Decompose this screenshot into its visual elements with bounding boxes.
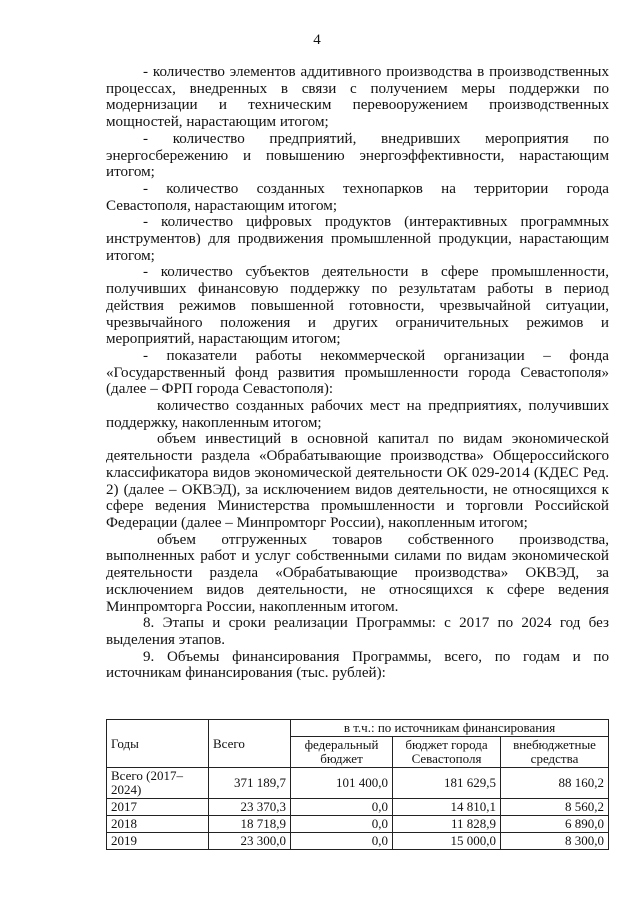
document-body	[106, 64, 609, 682]
cell-federal: 0,0	[291, 799, 393, 816]
table-row	[107, 768, 609, 799]
cell-total: 23 370,3	[209, 799, 291, 816]
header-total: Всего	[209, 720, 291, 768]
cell-year: 2017	[107, 799, 209, 816]
header-city: бюджет города Севастополя	[393, 737, 501, 768]
cell-year: 2018	[107, 816, 209, 833]
paragraph: 9. Объемы финансирования Программы, всего, по годам и по источникам финансирования (тыс. рублей):	[106, 648, 609, 682]
paragraph: - количество элементов аддитивного производства в производственных процессах, внедренных в связи с получением меры поддержки по модернизации и техническим перевооружением производственных мощностей, нарастающим итогом;	[106, 64, 609, 131]
header-extra: внебюджетные средства	[501, 737, 609, 768]
financing-table	[106, 719, 609, 850]
cell-total: 371 189,7	[209, 768, 291, 799]
cell-city: 181 629,5	[393, 768, 501, 799]
cell-year: Всего (2017–2024)	[107, 768, 209, 799]
cell-federal: 0,0	[291, 816, 393, 833]
cell-federal: 101 400,0	[291, 768, 393, 799]
cell-city: 14 810,1	[393, 799, 501, 816]
cell-year: 2019	[107, 833, 209, 850]
paragraph: количество созданных рабочих мест на предприятиях, получивших поддержку, накопленным итогом;	[106, 398, 609, 431]
cell-extra: 88 160,2	[501, 768, 609, 799]
paragraph: - показатели работы некоммерческой организации – фонда «Государственный фонд развития промышленности города Севастополя» (далее – ФРП города Севастополя):	[106, 347, 609, 398]
table-row	[107, 816, 609, 833]
cell-city: 15 000,0	[393, 833, 501, 850]
table-row	[107, 833, 609, 850]
paragraph: 8. Этапы и сроки реализации Программы: с 2017 по 2024 год без выделения этапов.	[106, 615, 609, 648]
header-sources-group: в т.ч.: по источникам финансирования	[291, 720, 609, 737]
paragraph: - количество цифровых продуктов (интерактивных программных инструментов) для продвижения промышленной продукции, нарастающим итогом;	[106, 214, 609, 264]
paragraph: - количество созданных технопарков на территории города Севастополя, нарастающим итогом;	[106, 180, 609, 214]
cell-extra: 8 560,2	[501, 799, 609, 816]
header-years: Годы	[107, 720, 209, 768]
cell-extra: 6 890,0	[501, 816, 609, 833]
page-number: 4	[313, 32, 321, 48]
cell-extra: 8 300,0	[501, 833, 609, 850]
cell-total: 23 300,0	[209, 833, 291, 850]
paragraph: объем отгруженных товаров собственного производства, выполненных работ и услуг собственными силами по видам экономической деятельности раздела «Обрабатывающие производства» ОКВЭД, за исключением видов деятельности, не относящихся к сфере ведения Минпромторга России, накопленным итогом.	[106, 531, 609, 615]
paragraph: - количество субъектов деятельности в сфере промышленности, получивших финансовую поддержку по результатам работы в период действия режимов повышенной готовности, чрезвычайной ситуации, чрезвычайного положения и других ограничительных режимов и мероприятий, нарастающим итогом;	[106, 264, 609, 348]
cell-total: 18 718,9	[209, 816, 291, 833]
header-federal: федеральный бюджет	[291, 737, 393, 768]
table-row	[107, 799, 609, 816]
paragraph: - количество предприятий, внедривших мероприятия по энергосбережению и повышению энергоэффективности, нарастающим итогом;	[106, 130, 609, 181]
cell-federal: 0,0	[291, 833, 393, 850]
cell-city: 11 828,9	[393, 816, 501, 833]
paragraph: объем инвестиций в основной капитал по видам экономической деятельности раздела «Обрабатывающие производства» Общероссийского классификатора видов экономической деятельности ОК 029-2014 (КДЕС Ред. 2) (далее – ОКВЭД), за исключением видов деятельности, не относящихся к сфере ведения Министерства промышленности и торговли Российской Федерации (далее – Минпромторг России), накопленным итогом;	[106, 431, 609, 531]
